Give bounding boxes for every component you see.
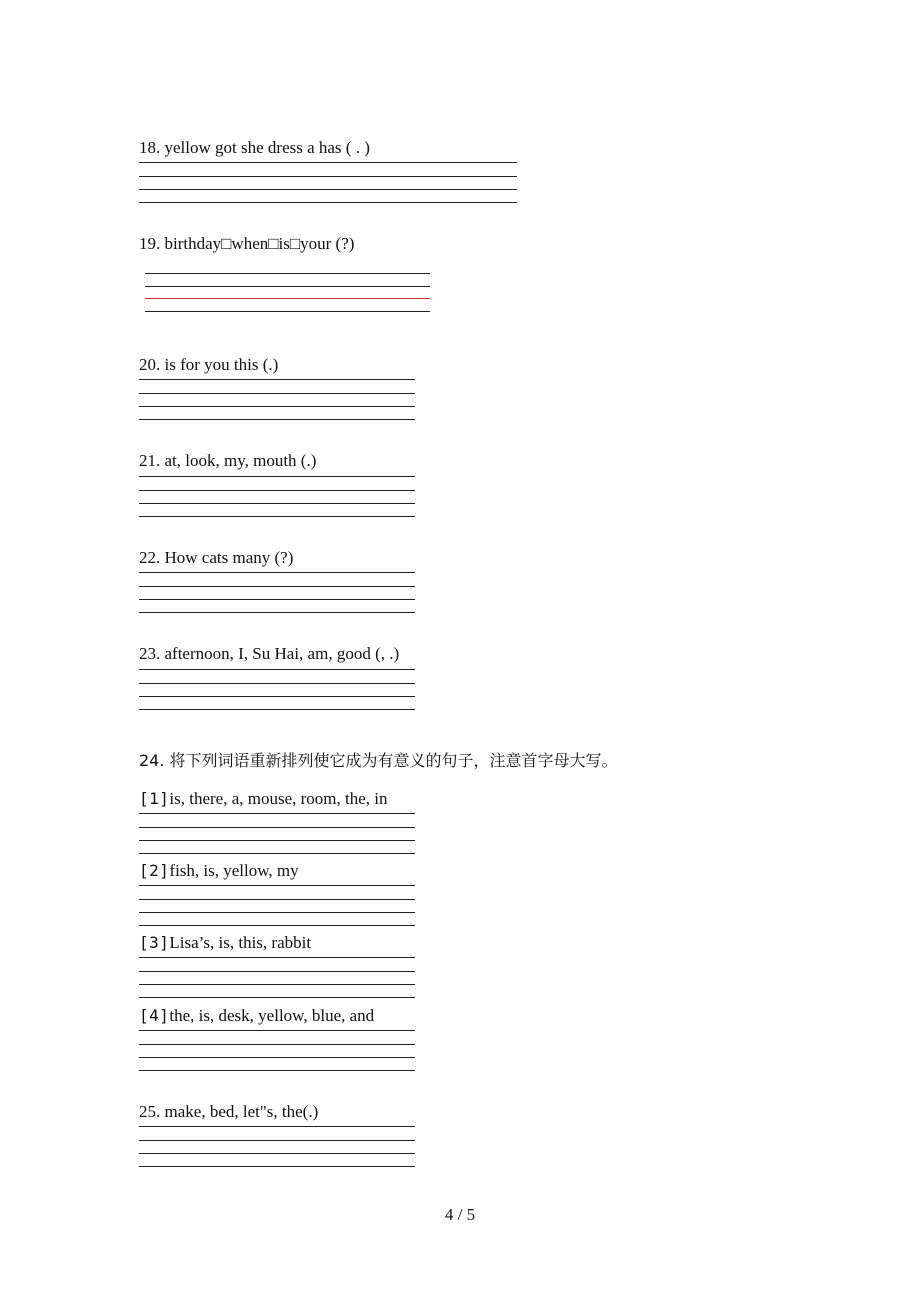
answer-line bbox=[139, 683, 415, 684]
answer-line bbox=[145, 273, 430, 274]
answer-line bbox=[139, 827, 415, 828]
answer-line bbox=[139, 1044, 415, 1045]
answer-line bbox=[145, 311, 430, 312]
question-24-item-1 bbox=[139, 789, 388, 809]
answer-line bbox=[139, 586, 415, 587]
question-19: 19. birthday□when□is□your (?) bbox=[139, 234, 355, 253]
answer-line bbox=[139, 997, 415, 998]
question-24-item-3 bbox=[139, 933, 311, 953]
answer-line bbox=[139, 516, 415, 517]
answer-line bbox=[139, 406, 415, 407]
answer-line bbox=[139, 162, 517, 163]
item-text: the, is, desk, yellow, blue, and bbox=[169, 1006, 375, 1025]
question-22: 22. How cats many (?) bbox=[139, 548, 294, 567]
answer-line bbox=[139, 490, 415, 491]
question-21: 21. at, look, my, mouth (.) bbox=[139, 451, 317, 470]
answer-line bbox=[139, 957, 415, 958]
question-20: 20. is for you this (.) bbox=[139, 355, 279, 374]
answer-line bbox=[139, 1126, 415, 1127]
answer-line bbox=[139, 1030, 415, 1031]
item-number: [2] bbox=[139, 861, 170, 880]
answer-line bbox=[139, 1153, 415, 1154]
answer-line bbox=[139, 813, 415, 814]
answer-line bbox=[139, 899, 415, 900]
answer-line bbox=[139, 912, 415, 913]
question-24: 24. 将下列词语重新排列使它成为有意义的句子，注意首字母大写。 bbox=[139, 751, 618, 770]
page-number: 4 / 5 bbox=[444, 1205, 476, 1224]
answer-line bbox=[139, 1057, 415, 1058]
answer-line bbox=[139, 885, 415, 886]
answer-line bbox=[139, 599, 415, 600]
item-text: fish, is, yellow, my bbox=[169, 861, 299, 880]
answer-line bbox=[139, 696, 415, 697]
answer-line bbox=[139, 476, 415, 477]
answer-line bbox=[139, 1166, 415, 1167]
answer-line bbox=[139, 709, 415, 710]
answer-line bbox=[139, 202, 517, 203]
answer-line bbox=[139, 503, 415, 504]
answer-line bbox=[139, 669, 415, 670]
item-number: [4] bbox=[139, 1006, 170, 1025]
answer-line bbox=[139, 1070, 415, 1071]
answer-line bbox=[139, 189, 517, 190]
question-23: 23. afternoon, I, Su Hai, am, good (, .) bbox=[139, 644, 400, 663]
question-25: 25. make, bed, let"s, the(.) bbox=[139, 1102, 319, 1121]
answer-line bbox=[139, 612, 415, 613]
question-24-item-4 bbox=[139, 1006, 374, 1026]
answer-line bbox=[139, 853, 415, 854]
answer-line bbox=[139, 176, 517, 177]
answer-line bbox=[139, 925, 415, 926]
item-text: is, there, a, mouse, room, the, in bbox=[169, 789, 388, 808]
answer-line bbox=[139, 971, 415, 972]
answer-line bbox=[139, 1140, 415, 1141]
question-18: 18. yellow got she dress a has ( . ) bbox=[139, 138, 370, 157]
answer-line bbox=[139, 840, 415, 841]
answer-line bbox=[139, 419, 415, 420]
answer-line bbox=[139, 379, 415, 380]
question-24-item-2 bbox=[139, 861, 299, 881]
answer-line bbox=[145, 286, 430, 287]
item-number: [3] bbox=[139, 933, 170, 952]
answer-line bbox=[139, 572, 415, 573]
item-text: Lisa’s, is, this, rabbit bbox=[169, 933, 312, 952]
answer-line bbox=[139, 984, 415, 985]
answer-line-red bbox=[145, 298, 430, 299]
item-number: [1] bbox=[139, 789, 170, 808]
answer-line bbox=[139, 393, 415, 394]
